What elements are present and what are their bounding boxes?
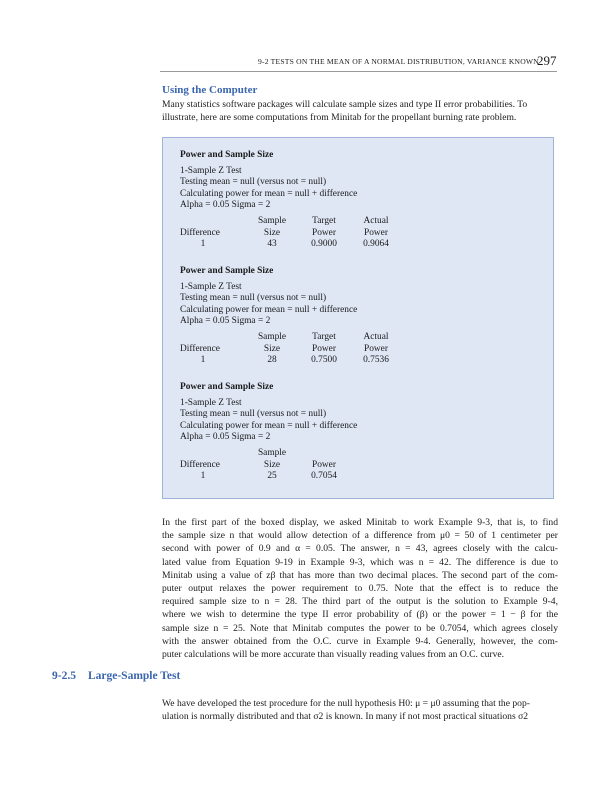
body-line: second with power of 0.9 and α = 0.05. The answer, n = 43, agrees closely with the calcu- [162, 543, 558, 555]
col-header-difference: Difference [180, 227, 220, 238]
col-header-power: Power [364, 227, 388, 238]
subsection-title: Large-Sample Test [87, 670, 181, 682]
col-header-size: Size [263, 227, 281, 238]
col-header-sample: Sample [257, 331, 287, 342]
calculating-line: Calculating power for mean = null + difference [180, 188, 358, 199]
body-line: where we wish to determine the type II error probability of (β) or the power = 1 − β for the [162, 609, 558, 621]
body-line: We have developed the test procedure for the null hypothesis H0: μ = μ0 assuming that the pop- [162, 698, 530, 709]
col-header-sample: Sample [257, 447, 287, 458]
body-line: In the first part of the boxed display, we asked Minitab to work Example 9-3, that is, to find [162, 517, 558, 528]
results-table [180, 215, 389, 252]
cell-size: 28 [267, 355, 277, 366]
cell-actual-power: 0.9064 [363, 239, 389, 250]
page-number: 297 [537, 53, 557, 68]
col-header-difference: Difference [180, 343, 220, 354]
cell-power: 0.7054 [311, 471, 337, 482]
results-table [180, 331, 389, 368]
cell-difference: 1 [200, 471, 206, 482]
body-paragraph [162, 516, 558, 661]
test-name: 1-Sample Z Test [180, 397, 242, 408]
section-title: Using the Computer [162, 84, 258, 96]
alpha-sigma-line: Alpha = 0.05 Sigma = 2 [180, 200, 271, 211]
cell-difference: 1 [200, 355, 206, 366]
testing-line: Testing mean = null (versus not = null) [180, 409, 327, 420]
calculating-line: Calculating power for mean = null + difference [180, 420, 358, 431]
col-header-difference: Difference [180, 459, 220, 470]
body-line: required sample size to n = 28. The third part of the output is the solution to Example 9-4, [162, 596, 558, 608]
cell-target-power: 0.9000 [311, 239, 337, 250]
body-line: ulation is normally distributed and that σ2 is known. In many if not most practical situations σ2 [162, 711, 529, 723]
body-line: lated value from Equation 9-19 in Example 9-3, which was n = 42. The difference is due to [162, 556, 558, 568]
body-line: puter output relaxes the power requirement to 0.75. Note that the effect is to reduce the [162, 583, 558, 595]
body-line: Minitab using a value of zβ that has more than two decimal places. The second part of the com- [162, 569, 558, 581]
subsection-number: 9-2.5 [52, 670, 76, 682]
subsection-heading [52, 670, 180, 682]
testing-line: Testing mean = null (versus not = null) [180, 177, 327, 188]
col-header-target: Target [312, 215, 336, 226]
minitab-block-1 [180, 150, 389, 252]
cell-target-power: 0.7500 [311, 355, 337, 366]
block-title: Power and Sample Size [180, 266, 274, 276]
body-line: the sample size n that would allow detection of a difference from μ0 = 50 of 1 centimeter per [162, 530, 558, 542]
body-line: puter calculations will be more accurate than visually reading values from an O.C. curve. [162, 649, 505, 661]
cell-actual-power: 0.7536 [363, 355, 389, 366]
intro-line: Many statistics software packages will calculate sample sizes and type II error probabilities. To [162, 99, 528, 110]
test-name: 1-Sample Z Test [180, 165, 242, 176]
block-title: Power and Sample Size [180, 382, 274, 392]
testing-line: Testing mean = null (versus not = null) [180, 293, 327, 304]
col-header-target: Target [312, 331, 336, 342]
calculating-line: Calculating power for mean = null + difference [180, 304, 358, 315]
col-header-size: Size [263, 459, 281, 470]
col-header-power: Power [312, 227, 336, 238]
alpha-sigma-line: Alpha = 0.05 Sigma = 2 [180, 432, 271, 443]
cell-size: 25 [267, 471, 277, 482]
col-header-power: Power [364, 343, 388, 354]
block-title: Power and Sample Size [180, 150, 274, 160]
minitab-block-3 [180, 382, 357, 484]
intro-paragraph [162, 98, 558, 124]
col-header-sample: Sample [257, 215, 287, 226]
cell-difference: 1 [200, 239, 206, 250]
col-header-actual: Actual [363, 331, 389, 342]
minitab-block-2 [180, 266, 389, 368]
col-header-power: Power [312, 343, 336, 354]
intro-line: illustrate, here are some computations from Minitab for the propellant burning rate problem. [162, 112, 517, 123]
cell-size: 43 [267, 239, 277, 250]
results-table [180, 448, 357, 484]
col-header-size: Size [263, 343, 281, 354]
header-rule [160, 71, 557, 72]
running-head: 9-2 TESTS ON THE MEAN OF A NORMAL DISTRIBUTION, VARIANCE KNOWN [258, 57, 539, 66]
body-line: with the answer obtained from the O.C. curve in Example 9-4. Generally, however, the com- [162, 635, 558, 647]
col-header-actual: Actual [363, 215, 389, 226]
col-header-power: Power [312, 459, 336, 470]
body-line: sample size n = 25. Note that Minitab computes the power to be 0.7054, which agrees closely [162, 622, 558, 634]
large-sample-paragraph [162, 697, 558, 723]
alpha-sigma-line: Alpha = 0.05 Sigma = 2 [180, 316, 271, 327]
test-name: 1-Sample Z Test [180, 281, 242, 292]
